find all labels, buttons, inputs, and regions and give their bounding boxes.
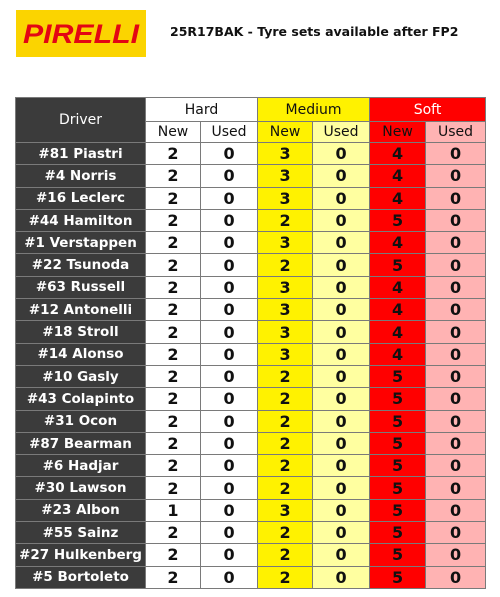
medium-used-cell: 0	[313, 410, 370, 432]
driver-name-cell: #1 Verstappen	[16, 232, 146, 254]
table-row	[16, 499, 486, 521]
medium-used-header: Used	[313, 122, 370, 143]
hard-new-cell: 2	[146, 343, 201, 365]
medium-used-cell: 0	[313, 477, 370, 499]
hard-used-cell: 0	[201, 187, 258, 209]
driver-name-cell: #81 Piastri	[16, 143, 146, 165]
medium-new-cell: 3	[258, 499, 313, 521]
hard-used-cell: 0	[201, 299, 258, 321]
hard-used-cell: 0	[201, 343, 258, 365]
soft-new-cell: 4	[370, 143, 426, 165]
medium-used-cell: 0	[313, 522, 370, 544]
table-row	[16, 187, 486, 209]
soft-used-cell: 0	[426, 143, 486, 165]
medium-new-cell: 3	[258, 143, 313, 165]
soft-used-cell: 0	[426, 499, 486, 521]
driver-name-cell: #27 Hulkenberg	[16, 544, 146, 566]
soft-new-cell: 4	[370, 321, 426, 343]
hard-used-cell: 0	[201, 455, 258, 477]
soft-new-cell: 5	[370, 209, 426, 231]
soft-used-cell: 0	[426, 276, 486, 298]
soft-used-cell: 0	[426, 432, 486, 454]
medium-new-cell: 2	[258, 209, 313, 231]
medium-new-cell: 2	[258, 544, 313, 566]
soft-new-cell: 5	[370, 455, 426, 477]
hard-used-cell: 0	[201, 276, 258, 298]
medium-new-cell: 2	[258, 477, 313, 499]
soft-used-cell: 0	[426, 321, 486, 343]
hard-new-cell: 2	[146, 365, 201, 387]
driver-name-cell: #23 Albon	[16, 499, 146, 521]
table-row	[16, 254, 486, 276]
soft-used-cell: 0	[426, 343, 486, 365]
soft-new-cell: 5	[370, 477, 426, 499]
hard-used-cell: 0	[201, 499, 258, 521]
hard-used-cell: 0	[201, 232, 258, 254]
pirelli-logo	[16, 10, 146, 57]
hard-used-header: Used	[201, 122, 258, 143]
hard-new-header: New	[146, 122, 201, 143]
medium-used-cell: 0	[313, 343, 370, 365]
medium-new-cell: 2	[258, 365, 313, 387]
page-header	[0, 0, 500, 80]
soft-used-cell: 0	[426, 299, 486, 321]
medium-used-cell: 0	[313, 165, 370, 187]
hard-new-cell: 2	[146, 544, 201, 566]
hard-used-cell: 0	[201, 165, 258, 187]
soft-used-cell: 0	[426, 544, 486, 566]
page-title: 25R17BAK - Tyre sets available after FP2	[170, 24, 459, 39]
medium-used-cell: 0	[313, 566, 370, 588]
medium-used-cell: 0	[313, 365, 370, 387]
table-row	[16, 299, 486, 321]
hard-used-cell: 0	[201, 143, 258, 165]
soft-used-cell: 0	[426, 232, 486, 254]
driver-name-cell: #44 Hamilton	[16, 209, 146, 231]
soft-new-cell: 4	[370, 232, 426, 254]
soft-new-cell: 5	[370, 432, 426, 454]
hard-used-cell: 0	[201, 522, 258, 544]
driver-name-cell: #30 Lawson	[16, 477, 146, 499]
medium-new-cell: 3	[258, 232, 313, 254]
medium-new-cell: 2	[258, 254, 313, 276]
driver-name-cell: #10 Gasly	[16, 365, 146, 387]
hard-used-cell: 0	[201, 365, 258, 387]
medium-used-cell: 0	[313, 499, 370, 521]
hard-new-cell: 2	[146, 165, 201, 187]
table-row	[16, 432, 486, 454]
soft-new-header: New	[370, 122, 426, 143]
soft-used-cell: 0	[426, 365, 486, 387]
hard-used-cell: 0	[201, 209, 258, 231]
soft-used-cell: 0	[426, 566, 486, 588]
soft-used-header: Used	[426, 122, 486, 143]
table-row	[16, 388, 486, 410]
table-row	[16, 477, 486, 499]
soft-new-cell: 5	[370, 388, 426, 410]
table-row	[16, 343, 486, 365]
soft-used-cell: 0	[426, 209, 486, 231]
medium-used-cell: 0	[313, 209, 370, 231]
soft-used-cell: 0	[426, 388, 486, 410]
medium-new-cell: 2	[258, 522, 313, 544]
medium-used-cell: 0	[313, 232, 370, 254]
driver-name-cell: #55 Sainz	[16, 522, 146, 544]
table-body	[16, 143, 486, 589]
medium-new-cell: 2	[258, 566, 313, 588]
soft-new-cell: 4	[370, 343, 426, 365]
driver-name-cell: #12 Antonelli	[16, 299, 146, 321]
soft-used-cell: 0	[426, 522, 486, 544]
hard-new-cell: 2	[146, 276, 201, 298]
hard-new-cell: 2	[146, 299, 201, 321]
hard-compound-header: Hard	[146, 98, 258, 122]
medium-new-cell: 3	[258, 276, 313, 298]
pirelli-logo-mark	[16, 10, 146, 57]
medium-used-cell: 0	[313, 455, 370, 477]
medium-used-cell: 0	[313, 254, 370, 276]
soft-used-cell: 0	[426, 187, 486, 209]
soft-new-cell: 5	[370, 522, 426, 544]
soft-used-cell: 0	[426, 477, 486, 499]
soft-new-cell: 5	[370, 544, 426, 566]
medium-new-cell: 3	[258, 187, 313, 209]
medium-used-cell: 0	[313, 544, 370, 566]
hard-new-cell: 2	[146, 432, 201, 454]
soft-new-cell: 5	[370, 566, 426, 588]
table-row	[16, 365, 486, 387]
driver-name-cell: #18 Stroll	[16, 321, 146, 343]
table-row	[16, 544, 486, 566]
medium-used-cell: 0	[313, 187, 370, 209]
table-row	[16, 209, 486, 231]
hard-used-cell: 0	[201, 544, 258, 566]
soft-used-cell: 0	[426, 410, 486, 432]
driver-name-cell: #6 Hadjar	[16, 455, 146, 477]
soft-used-cell: 0	[426, 165, 486, 187]
soft-new-cell: 4	[370, 187, 426, 209]
hard-used-cell: 0	[201, 254, 258, 276]
compound-header-row	[16, 98, 486, 122]
hard-new-cell: 2	[146, 410, 201, 432]
soft-used-cell: 0	[426, 455, 486, 477]
driver-column-header: Driver	[16, 98, 146, 143]
medium-new-cell: 3	[258, 299, 313, 321]
driver-name-cell: #63 Russell	[16, 276, 146, 298]
tyre-sets-table	[15, 97, 486, 589]
medium-used-cell: 0	[313, 143, 370, 165]
hard-new-cell: 2	[146, 232, 201, 254]
soft-new-cell: 4	[370, 165, 426, 187]
hard-new-cell: 2	[146, 522, 201, 544]
medium-new-cell: 2	[258, 410, 313, 432]
medium-used-cell: 0	[313, 299, 370, 321]
driver-name-cell: #4 Norris	[16, 165, 146, 187]
soft-new-cell: 5	[370, 410, 426, 432]
driver-name-cell: #22 Tsunoda	[16, 254, 146, 276]
hard-new-cell: 2	[146, 254, 201, 276]
soft-new-cell: 4	[370, 276, 426, 298]
medium-used-cell: 0	[313, 388, 370, 410]
hard-new-cell: 2	[146, 477, 201, 499]
soft-used-cell: 0	[426, 254, 486, 276]
soft-new-cell: 4	[370, 299, 426, 321]
driver-name-cell: #5 Bortoleto	[16, 566, 146, 588]
medium-new-cell: 3	[258, 321, 313, 343]
hard-new-cell: 2	[146, 187, 201, 209]
hard-used-cell: 0	[201, 432, 258, 454]
medium-used-cell: 0	[313, 321, 370, 343]
table-row	[16, 566, 486, 588]
hard-used-cell: 0	[201, 388, 258, 410]
table-row	[16, 321, 486, 343]
medium-new-cell: 3	[258, 343, 313, 365]
hard-new-cell: 2	[146, 455, 201, 477]
hard-used-cell: 0	[201, 410, 258, 432]
driver-name-cell: #31 Ocon	[16, 410, 146, 432]
table-row	[16, 165, 486, 187]
medium-used-cell: 0	[313, 432, 370, 454]
hard-new-cell: 1	[146, 499, 201, 521]
table-row	[16, 232, 486, 254]
driver-name-cell: #43 Colapinto	[16, 388, 146, 410]
table-row	[16, 276, 486, 298]
hard-used-cell: 0	[201, 477, 258, 499]
table-row	[16, 522, 486, 544]
medium-new-cell: 2	[258, 388, 313, 410]
driver-name-cell: #14 Alonso	[16, 343, 146, 365]
hard-new-cell: 2	[146, 566, 201, 588]
hard-used-cell: 0	[201, 321, 258, 343]
hard-new-cell: 2	[146, 321, 201, 343]
driver-name-cell: #87 Bearman	[16, 432, 146, 454]
hard-used-cell: 0	[201, 566, 258, 588]
table-row	[16, 143, 486, 165]
pirelli-logo-text: PIRELLI	[23, 19, 140, 49]
medium-new-cell: 3	[258, 165, 313, 187]
table-row	[16, 455, 486, 477]
medium-new-cell: 2	[258, 455, 313, 477]
medium-compound-header: Medium	[258, 98, 370, 122]
medium-new-header: New	[258, 122, 313, 143]
driver-name-cell: #16 Leclerc	[16, 187, 146, 209]
medium-new-cell: 2	[258, 432, 313, 454]
hard-new-cell: 2	[146, 209, 201, 231]
soft-new-cell: 5	[370, 365, 426, 387]
soft-new-cell: 5	[370, 499, 426, 521]
table-row	[16, 410, 486, 432]
soft-new-cell: 5	[370, 254, 426, 276]
hard-new-cell: 2	[146, 388, 201, 410]
hard-new-cell: 2	[146, 143, 201, 165]
medium-used-cell: 0	[313, 276, 370, 298]
soft-compound-header: Soft	[370, 98, 486, 122]
